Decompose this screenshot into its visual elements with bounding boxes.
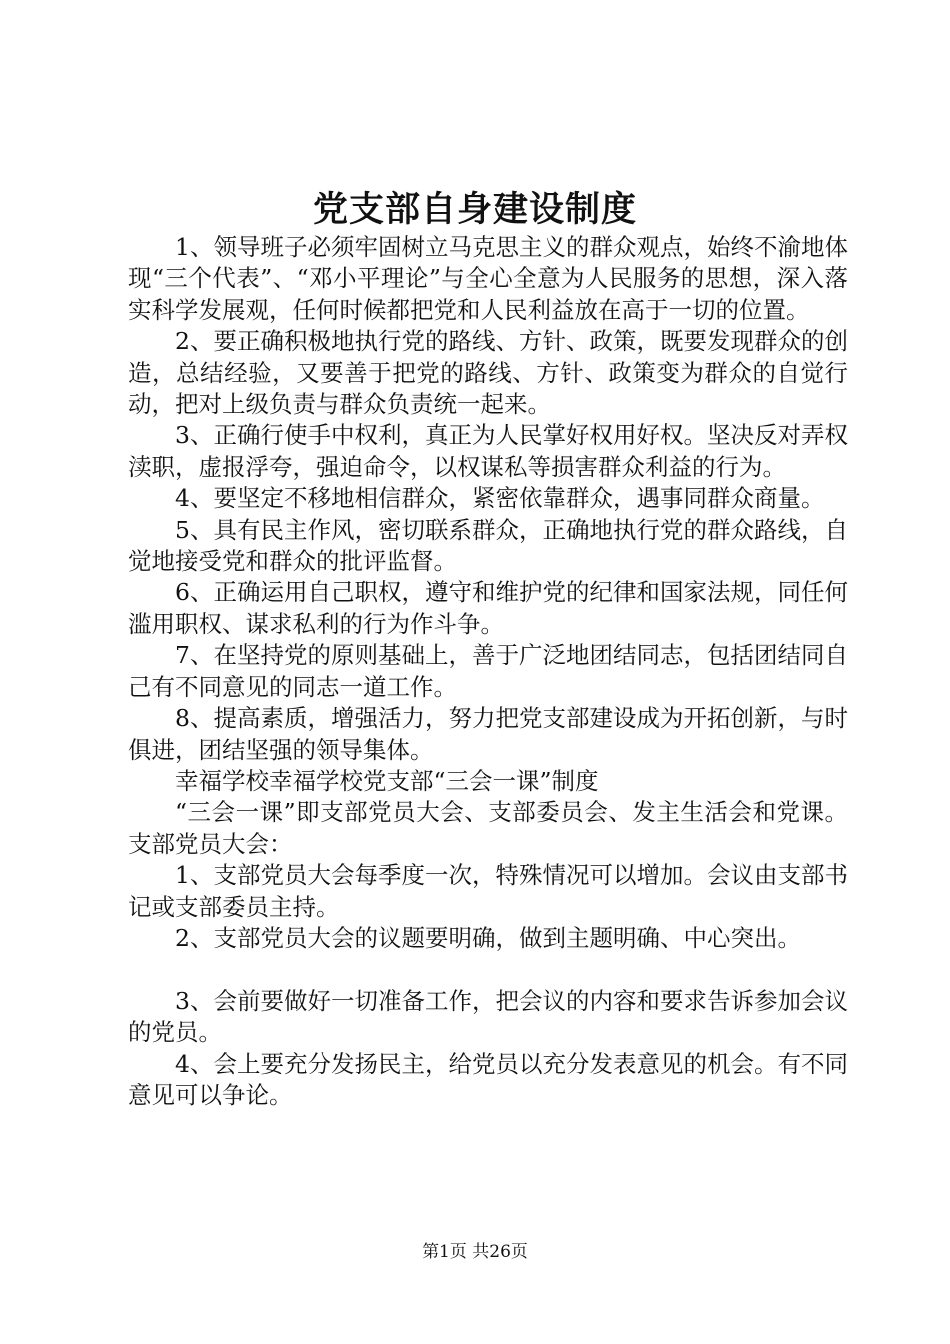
meeting-rule-3: 3、会前要做好一切准备工作，把会议的内容和要求告诉参加会议的党员。 — [128, 986, 848, 1047]
paragraph-4: 4、要坚定不移地相信群众，紧密依靠群众，遇事同群众商量。 — [175, 484, 825, 513]
meeting-rule-2: 2、支部党员大会的议题要明确，做到主题明确、中心突出。 — [175, 923, 801, 952]
paragraph-2: 2、要正确积极地执行党的路线、方针、政策，既要发现群众的创造，总结经验，又要善于把党的路线、方针、政策变为群众的自觉行动，把对上级负责与群众负责统一起来。 — [128, 327, 848, 419]
paragraph-6: 6、正确运用自己职权，遵守和维护党的纪律和国家法规，同任何滥用职权、谋求私利的行为作斗争。 — [128, 578, 848, 638]
paragraph-1: 1、领导班子必须牢固树立马克思主义的群众观点，始终不渝地体现“三个代表”、“邓小平理论”与全心全意为人民服务的思想，深入落实科学发展观，任何时候都把党和人民利益放在高于一切的位置。 — [128, 233, 848, 324]
paragraph-3: 3、正确行使手中权利，真正为人民掌好权用好权。坚决反对弄权渎职，虚报浮夸，强迫命令，以权谋私等损害群众利益的行为。 — [128, 421, 848, 481]
paragraph-5: 5、具有民主作风，密切联系群众，正确地执行党的群众路线，自觉地接受党和群众的批评监督。 — [128, 515, 848, 576]
paragraph-8: 8、提高素质，增强活力，努力把党支部建设成为开拓创新，与时俱进，团结坚强的领导集体。 — [128, 704, 848, 764]
document-body — [128, 232, 848, 1111]
meeting-rule-1: 1、支部党员大会每季度一次，特殊情况可以增加。会议由支部书记或支部委员主持。 — [128, 861, 848, 921]
document-title: 党支部自身建设制度 — [312, 189, 637, 230]
blank-line — [128, 954, 848, 985]
section-intro: “三会一课”即支部党员大会、支部委员会、发主生活会和党课。支部党员大会： — [128, 798, 848, 858]
section-heading: 幸福学校幸福学校党支部“三会一课”制度 — [175, 766, 599, 795]
page-footer: 第1页 共26页 — [422, 1242, 528, 1262]
paragraph-7: 7、在坚持党的原则基础上，善于广泛地团结同志，包括团结同自己有不同意见的同志一道工作。 — [128, 641, 848, 701]
meeting-rule-4: 4、会上要充分发扬民主，给党员以充分发表意见的机会。有不同意见可以争论。 — [128, 1049, 848, 1109]
